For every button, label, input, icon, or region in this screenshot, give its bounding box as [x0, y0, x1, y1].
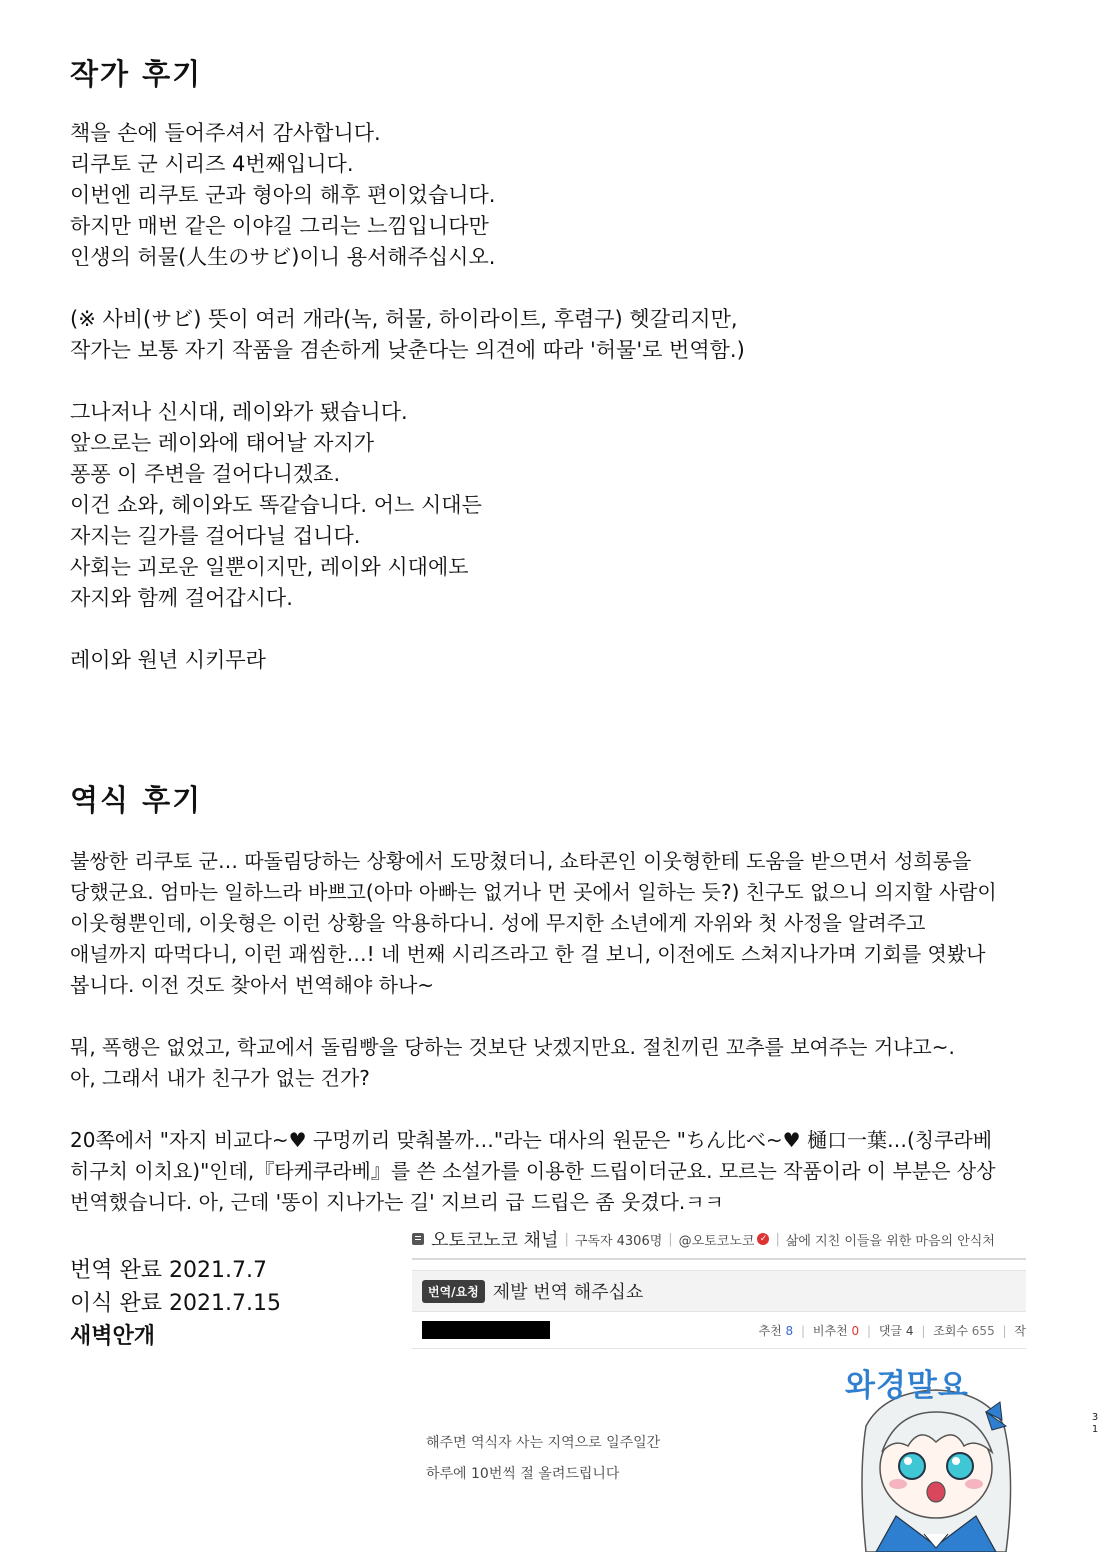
author-line: 인생의 허물(人生のサビ)이니 용서해주십시오. — [70, 245, 496, 269]
author-label: 작 — [1014, 1323, 1026, 1338]
translator-line: 애널까지 따먹다니, 이런 괘씸한…! 네 번째 시리즈라고 한 걸 보니, 이전에도 스쳐지나가며 기회를 엿봤나 — [70, 942, 986, 966]
comments-count: 4 — [905, 1323, 914, 1338]
downvote-label: 비추천 — [812, 1323, 848, 1338]
author-line — [70, 614, 745, 645]
author-line — [70, 273, 745, 304]
comments-label: 댓글 — [878, 1323, 903, 1338]
channel-handle[interactable]: @오토코노코 — [678, 1233, 755, 1249]
translator-line: 봅니다. 이전 것도 찾아서 번역해야 하나~ — [70, 973, 435, 997]
author-line: 사회는 괴로운 일뿐이지만, 레이와 시대에도 — [70, 555, 469, 579]
author-line: 리쿠토 군 시리즈 4번째입니다. — [70, 152, 354, 176]
channel-description: 삶에 지친 이들을 위한 마음의 안식처 — [785, 1233, 995, 1249]
translator-line: 히구치 이치요)"인데,『타케쿠라베』를 쓴 소설가를 이용한 드립이더군요. 모르는 작품이라 이 부분은 상상 — [70, 1159, 996, 1183]
author-line: (※ 사비(サビ) 뜻이 여러 개라(녹, 허물, 하이라이트, 후렴구) 헷갈리지만, — [70, 307, 738, 331]
translator-afterword-title: 역식 후기 — [70, 783, 203, 817]
sticker-caption: 와경말요 — [845, 1368, 969, 1404]
translator-line: 아, 그래서 내가 친구가 없는 건가? — [70, 1066, 370, 1090]
subscriber-count: 구독자 4306명 — [574, 1233, 663, 1249]
author-afterword-title: 작가 후기 — [70, 57, 203, 91]
author-line: 책을 손에 들어주셔서 감사합니다. — [70, 121, 381, 145]
author-line: 이건 쇼와, 헤이와도 똑같습니다. 어느 시대든 — [70, 493, 482, 517]
upvote-count: 8 — [785, 1323, 794, 1338]
credits — [70, 1254, 281, 1353]
author-signature: 레이와 원년 시키무라 — [70, 648, 266, 672]
author-line — [70, 366, 745, 397]
author-line: 앞으로는 레이와에 태어날 자지가 — [70, 431, 375, 455]
translator-line: 불쌍한 리쿠토 군… 따돌림당하는 상황에서 도망쳤더니, 쇼타콘인 이웃형한테 도움을 받으면서 성희롱을 — [70, 849, 972, 873]
upvote-label: 추천 — [758, 1323, 782, 1338]
forum-screenshot — [412, 1222, 1026, 1349]
page-number-value: 31 — [1091, 1412, 1099, 1435]
post-title[interactable]: 제발 번역 해주십쇼 — [492, 1282, 644, 1303]
translator-signature: 새벽안개 — [70, 1324, 156, 1349]
redacted-author — [422, 1321, 550, 1339]
translator-line — [70, 1094, 997, 1125]
translator-line: 이웃형뿐인데, 이웃형은 이런 상황을 악용하다니. 성에 무지한 소년에게 자위와 첫 사정을 알려주고 — [70, 911, 926, 935]
reply-line: 하루에 10번씩 절 올려드립니다 — [426, 1466, 620, 1482]
author-line: 그나저나 신시대, 레이와가 됐습니다. — [70, 400, 408, 424]
author-line: 자지와 함께 걸어갑시다. — [70, 586, 293, 610]
category-badge[interactable]: 번역/요청 — [422, 1280, 485, 1303]
downvote-count: 0 — [851, 1323, 860, 1338]
author-line: 하지만 매번 같은 이야길 그리는 느낌입니다만 — [70, 214, 489, 238]
post-header — [412, 1270, 1026, 1312]
author-afterword-body — [70, 118, 745, 676]
verified-icon: ✓ — [757, 1233, 769, 1245]
views-label: 조회수 — [933, 1323, 968, 1338]
translator-line: 뭐, 폭행은 없었고, 학교에서 돌림빵을 당하는 것보단 낫겠지만요. 절친끼린 꼬추를 보여주는 거냐고~. — [70, 1035, 955, 1059]
author-line: 자지는 길가를 걸어다닐 겁니다. — [70, 524, 361, 548]
channel-header: 오토코노코 채널 | 구독자 4306명 | @오토코노코 ✓ | 삶에 지친 이들을 위한 마음의 안식처 — [412, 1222, 1026, 1256]
board-icon — [412, 1233, 424, 1245]
author-line: 퐁퐁 이 주변을 걸어다니겠죠. — [70, 462, 341, 486]
divider — [412, 1258, 1026, 1260]
translator-line — [70, 1001, 997, 1032]
post-stats: 추천 8 | 비추천 0 | 댓글 4 | 조회수 655 | 작 — [758, 1323, 1026, 1338]
channel-name[interactable]: 오토코노코 채널 — [431, 1230, 559, 1251]
translator-line: 당했군요. 엄마는 일하느라 바쁘고(아마 아빠는 없거나 먼 곳에서 일하는 듯?) 친구도 없으니 의지할 사람이 — [70, 880, 997, 904]
translated-date: 번역 완료 2021.7.7 — [70, 1258, 267, 1283]
page-number — [1091, 1412, 1099, 1436]
typeset-date: 이식 완료 2021.7.15 — [70, 1291, 281, 1316]
translator-line: 20쪽에서 "자지 비교다~♥ 구멍끼리 맞춰볼까…"라는 대사의 원문은 "ちん比べ~♥ 樋口一葉…(칭쿠라베 — [70, 1128, 993, 1152]
translator-afterword-body — [70, 846, 997, 1218]
author-line: 작가는 보통 자기 작품을 겸손하게 낮춘다는 의견에 따라 '허물'로 번역함.) — [70, 338, 745, 362]
post-meta — [412, 1312, 1026, 1349]
author-line: 이번엔 리쿠토 군과 형아의 해후 편이었습니다. — [70, 183, 496, 207]
views-count: 655 — [971, 1323, 995, 1338]
reply-line: 해주면 역식자 사는 지역으로 일주일간 — [426, 1435, 661, 1451]
translator-line: 번역했습니다. 아, 근데 '똥이 지나가는 길' 지브리 급 드립은 좀 웃겼다.ㅋㅋ — [70, 1190, 724, 1214]
